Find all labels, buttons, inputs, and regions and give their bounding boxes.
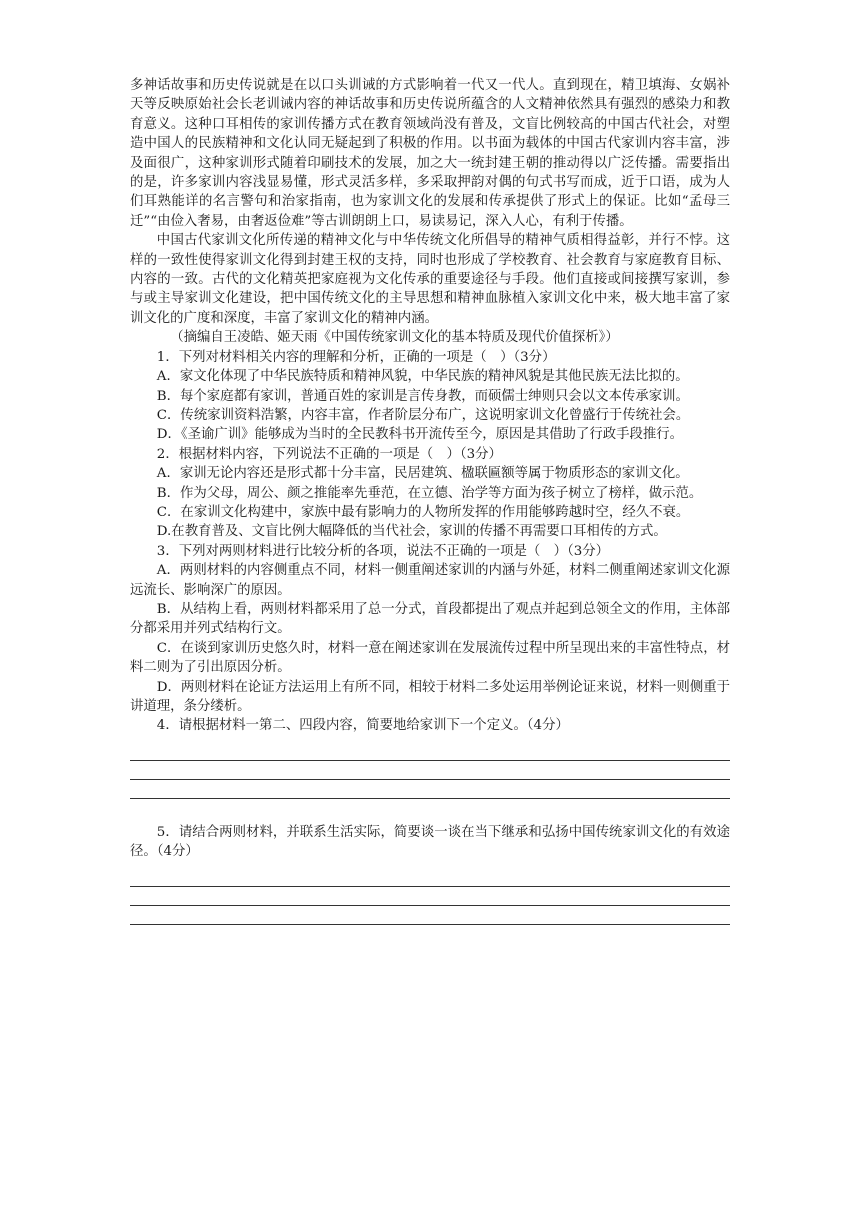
answer-line[interactable] [130,761,730,780]
exam-page [130,76,730,935]
question-5-stem: 5．请结合两则材料，并联系生活实际，简要谈一谈在当下继承和弘扬中国传统家训文化的有效途径。（4分） [130,824,730,860]
passage-paragraph-1: 多神话故事和历史传说就是在以口头训诫的方式影响着一代又一代人。直到现在，精卫填海、女娲补天等反映原始社会长老训诫内容的神话故事和历史传说所蕴含的人文精神依然具有强烈的感染力和教育意义。这种口耳相传的家训传播方式在教育领域尚没有普及，文盲比例较高的中国古代社会，对塑造中国人的民族精神和文化认同无疑起到了积极的作用。以书面为载体的中国古代家训内容丰富，涉及面很广，这种家训形式随着印刷技术的发展，加之大一统封建王朝的推动得以广泛传播。需要指出的是，许多家训内容浅显易懂，形式灵活多样，多采取押韵对偶的句式书写而成，近于口语，成为人们耳熟能详的名言警句和治家指南，也为家训文化的发展和传承提供了形式上的保证。比如“孟母三迁”“由俭入奢易，由奢返俭难”等古训朗朗上口，易读易记，深入人心，有利于传播。 [130,78,730,229]
passage-paragraph-2: 中国古代家训文化所传递的精神文化与中华传统文化所倡导的精神气质相得益彰，并行不悖。这样的一致性使得家训文化得到封建王权的支持，同时也形成了学校教育、社会教育与家庭教育目标、内容的一致。古代的文化精英把家庭视为文化传承的重要途径与手段。他们直接或间接撰写家训，参与或主导家训文化建设，把中国传统文化的主导思想和精神血脉植入家训文化中来，极大地丰富了家训文化的广度和深度，丰富了家训文化的精神内涵。 [130,233,730,326]
question-2-stem: 2．根据材料内容，下列说法不正确的一项是（ ）（3分） [156,446,502,462]
passage-source: （摘编自王凌皓、姬天雨《中国传统家训文化的基本特质及现代价值探析》） [170,330,619,346]
answer-line[interactable] [130,780,730,799]
question-1-option-a: A．家文化体现了中华民族特质和精神风貌，中华民族的精神风貌是其他民族无法比拟的。 [156,369,689,385]
question-3-stem: 3．下列对两则材料进行比较分析的各项，说法不正确的一项是（ ）（3分） [156,543,610,559]
question-2-option-d: D.在教育普及、文盲比例大幅降低的当代社会，家训的传播不再需要口耳相传的方式。 [156,524,667,540]
question-2-option-a: A．家训无论内容还是形式都十分丰富，民居建筑、楹联匾额等属于物质形态的家训文化。 [156,466,689,482]
question-1-option-c: C．传统家训资料浩繁，内容丰富，作者阶层分布广，这说明家训文化曾盛行于传统社会。 [156,407,690,423]
question-5-answer-lines [130,868,730,925]
question-1-stem: 1．下列对材料相关内容的理解和分析，正确的一项是（ ）（3分） [156,349,556,365]
answer-line[interactable] [130,887,730,906]
question-2-option-b: B．作为父母，周公、颜之推能率先垂范，在立德、治学等方面为孩子树立了榜样，做示范。 [156,485,703,501]
question-4-answer-lines [130,742,730,799]
question-3-option-d: D．两则材料在论证方法运用上有所不同，相较于材料二多处运用举例论证来说，材料一则侧重于讲道理，条分缕析。 [130,679,730,714]
answer-line[interactable] [130,868,730,887]
question-1-option-b: B．每个家庭都有家训，普通百姓的家训是言传身教，而硕儒士绅则只会以文本传承家训。 [156,388,689,404]
question-1-option-d: D．《圣谕广训》能够成为当时的全民教科书开流传至今，原因是其借助了行政手段推行。 [156,427,684,443]
question-3-option-c: C．在谈到家训历史悠久时，材料一意在阐述家训在发展流传过程中所呈现出来的丰富性特点，材料二则为了引出原因分析。 [130,640,730,676]
question-3-option-a: A．两则材料的内容侧重点不同，材料一侧重阐述家训的内涵与外延，材料二侧重阐述家训文化源远流长、影响深广的原因。 [130,563,730,598]
question-2-option-c: C．在家训文化构建中，家族中最有影响力的人物所发挥的作用能够跨越时空，经久不衰。 [156,504,690,520]
answer-line[interactable] [130,742,730,761]
answer-line[interactable] [130,906,730,925]
question-3-option-b: B．从结构上看，两则材料都采用了总一分式，首段都提出了观点并起到总领全文的作用，主体部分都采用并列式结构行文。 [130,601,730,637]
question-4-stem: 4．请根据材料一第二、四段内容，简要地给家训下一个定义。（4分） [156,718,569,734]
